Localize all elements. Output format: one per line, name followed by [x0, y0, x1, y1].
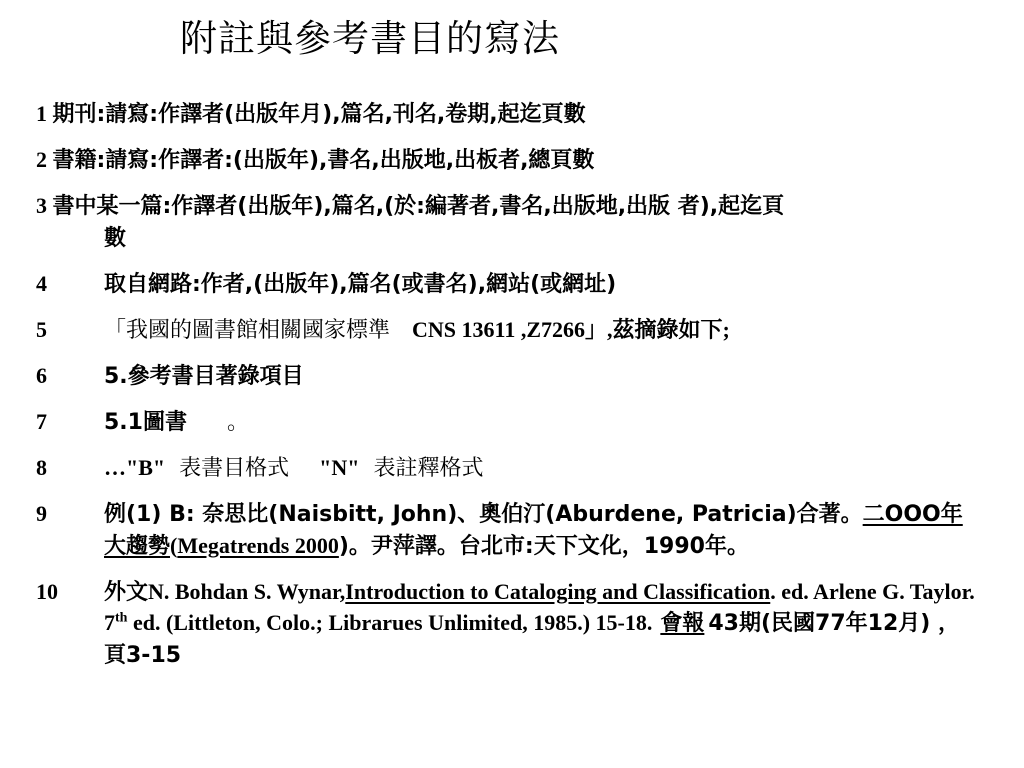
item-text-tail: 43期(民國77年12月) ，頁3-15 — [104, 611, 960, 668]
item-superscript: th — [115, 610, 128, 626]
item-text: 外文N. Bohdan S. Wynar, — [104, 579, 346, 604]
item-number: 7 — [36, 409, 47, 434]
item-number: 6 — [36, 363, 47, 388]
list-item — [36, 498, 981, 562]
list-item — [36, 144, 981, 176]
item-paren-open: ( — [170, 533, 178, 558]
item-number: 8 — [36, 455, 47, 480]
list-item — [36, 190, 981, 254]
list-item — [36, 98, 981, 130]
item-number: 9 — [36, 501, 47, 526]
item-number: 5 — [36, 317, 47, 342]
item-book-title: 二OOO年大趨勢 — [104, 502, 963, 559]
list-item — [36, 314, 981, 346]
page-title: 附註與參考書目的寫法 — [180, 17, 560, 60]
item-text: 書籍:請寫:作譯者:(出版年),書名,出版地,出板者,總頁數 — [52, 148, 595, 173]
item-number: 1 — [36, 101, 47, 126]
item-text-publisher: ed. (Littleton, Colo.; Librarues Unlimited, 1985.) 15-18. — [127, 610, 653, 635]
item-number: 2 — [36, 147, 47, 172]
list-item — [36, 452, 981, 484]
item-journal-title: 會報 — [660, 611, 705, 636]
item-text-n: "N" — [319, 455, 360, 480]
item-text-tail: 。 — [226, 410, 249, 435]
item-text: 取自網路:作者,(出版年),篇名(或書名),網站(或網址) — [104, 272, 617, 297]
item-text: 例(1) B: 奈思比(Naisbitt, John)、奧伯汀(Aburdene, Patricia)合著。 — [104, 502, 863, 527]
item-text: 5.1圖書 — [104, 410, 187, 435]
item-text-b-label: 表書目格式 — [179, 456, 290, 481]
item-book-title: Introduction to Cataloging and Classification — [345, 579, 771, 604]
item-text-standard: CNS 13611 ,Z7266」,茲摘錄如下; — [412, 317, 730, 342]
item-text-continued: 數 — [104, 226, 127, 251]
item-book-title-en: Megatrends 2000 — [177, 533, 339, 558]
list-item — [36, 360, 981, 392]
item-number: 3 — [36, 193, 47, 218]
item-number: 10 — [36, 579, 58, 604]
item-list — [36, 98, 981, 685]
list-item — [36, 576, 981, 671]
item-text-edition: . ed. Arlene G. Taylor. 7 — [104, 579, 975, 635]
item-text: 5.參考書目著錄項目 — [104, 364, 304, 389]
list-item — [36, 406, 981, 438]
item-text-b: …"B" — [104, 455, 166, 480]
item-text-tail: )。尹萍譯。台北市:天下文化，1990年。 — [338, 534, 749, 559]
list-item — [36, 268, 981, 300]
item-number: 4 — [36, 271, 47, 296]
item-text: 「我國的圖書館相關國家標準 — [104, 318, 391, 343]
item-text: 書中某一篇:作譯者(出版年),篇名,(於:編著者,書名,出版地,出版 者),起迄頁 — [52, 194, 785, 219]
item-text: 期刊:請寫:作譯者(出版年月),篇名,刊名,卷期,起迄頁數 — [52, 102, 586, 127]
item-text-n-label: 表註釋格式 — [373, 456, 484, 481]
